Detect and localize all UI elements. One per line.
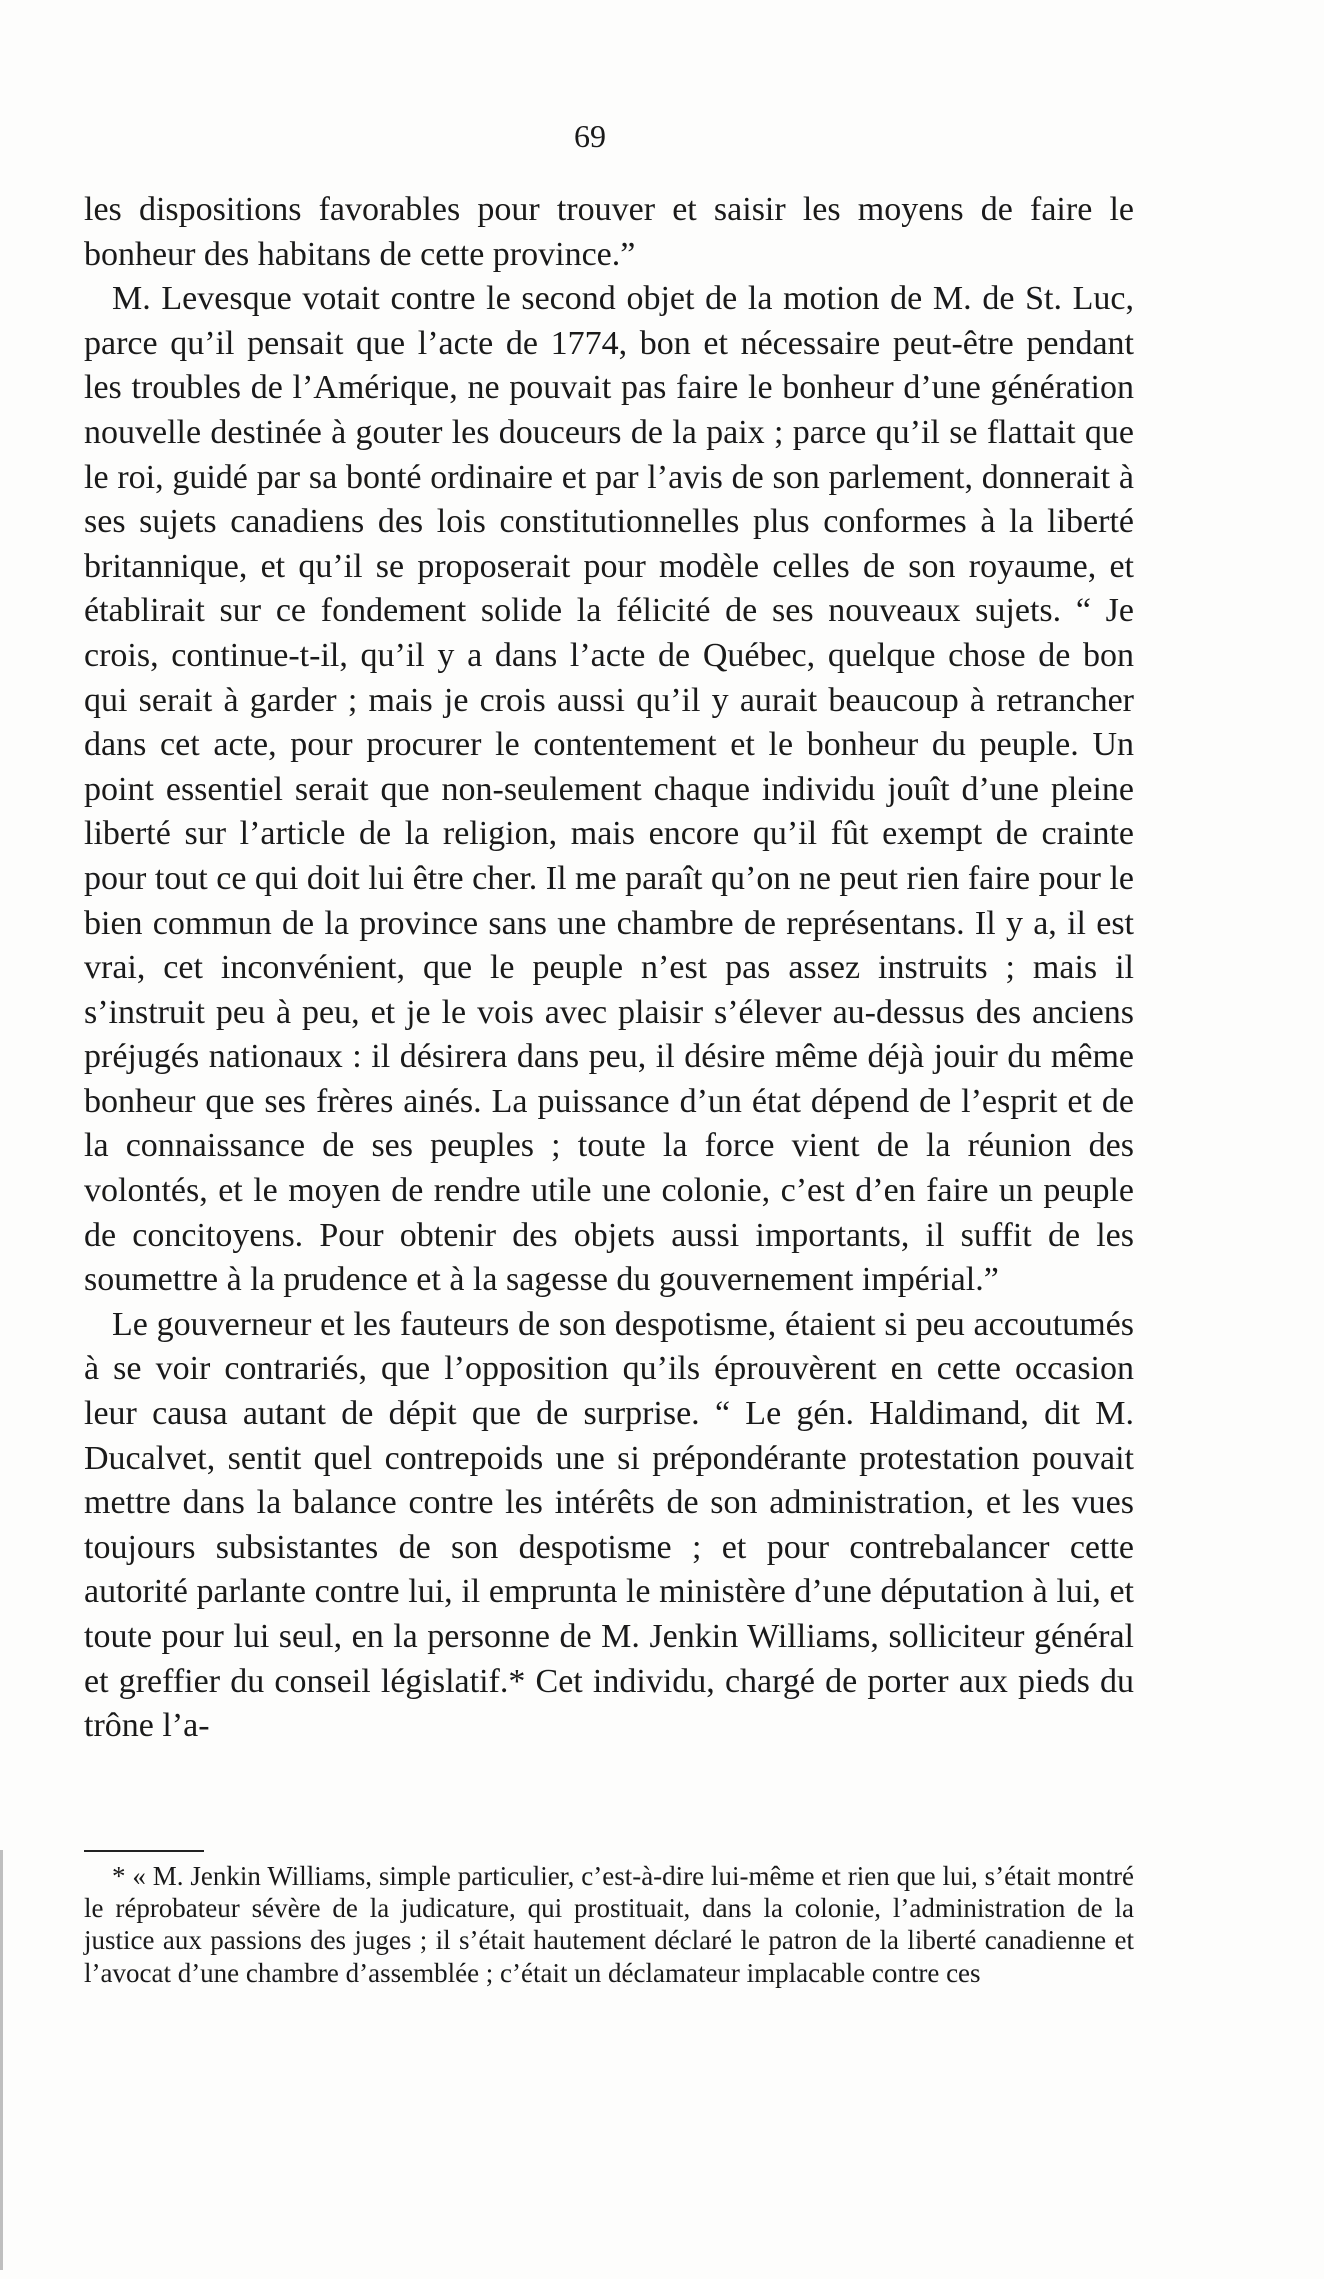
footnote-text: * « M. Jenkin Williams, simple particulier, c’est-à-dire lui-même et rien que lui, s’était montré le réprobateur sévère de la judicature, qui prostituait, dans la colonie, l’administration de la justice aux passions des juges ; il s’était hautement déclaré le patron de la liberté canadienne et l’avocat d’une chambre d’assemblée ; c’était un déclamateur implacable contre ces [84, 1861, 1134, 1988]
footnote [84, 1860, 1134, 1989]
paragraph: M. Levesque votait contre le second objet de la motion de M. de St. Luc, parce qu’il pensait que l’acte de 1774, bon et nécessaire peut-être pendant les troubles de l’Amérique, ne pouvait pas faire le bonheur d’une génération nouvelle destinée à gouter les douceurs de la paix ; parce qu’il se flattait que le roi, guidé par sa bonté ordinaire et par l’avis de son parlement, donnerait à ses sujets canadiens des lois constitutionnelles plus conformes à la liberté britannique, et qu’il se proposerait pour modèle celles de son royaume, et établirait sur ce fondement solide la félicité de ses nouveaux sujets. “ Je crois, continue-t-il, qu’il y a dans l’acte de Québec, quelque chose de bon qui serait à garder ; mais je crois aussi qu’il y aurait beaucoup à retrancher dans cet acte, pour procurer le contentement et le bonheur du peuple. Un point essentiel serait que non-seulement chaque individu jouît d’une pleine liberté sur l’article de la religion, mais encore qu’il fût exempt de crainte pour tout ce qui doit lui être cher. Il me paraît qu’on ne peut rien faire pour le bien commun de la province sans une chambre de représentans. Il y a, il est vrai, cet inconvénient, que le peuple n’est pas assez instruits ; mais il s’instruit peu à peu, et je le vois avec plaisir s’élever au-dessus des anciens préjugés nationaux : il désirera dans peu, il désire même déjà jouir du même bonheur que ses frères ainés. La puissance d’un état dépend de l’esprit et de la connaissance de ses peuples ; toute la force vient de la réunion des volontés, et le moyen de rendre utile une colonie, c’est d’en faire un peuple de concitoyens. Pour obtenir des objets aussi importants, il suffit de les soumettre à la prudence et à la sagesse du gouvernement impérial.” [84, 280, 1134, 1299]
page-edge-shadow [0, 1850, 3, 2270]
footnote-rule [84, 1850, 204, 1852]
page-number: 69 [574, 118, 606, 154]
paragraph: les dispositions favorables pour trouver et saisir les moyens de faire le bonheur des habitans de cette province.” [84, 191, 1134, 273]
body-text [84, 188, 1134, 1749]
paragraph: Le gouverneur et les fauteurs de son despotisme, étaient si peu accoutumés à se voir contrariés, que l’opposition qu’ils éprouvèrent en cette occasion leur causa autant de dépit que de surprise. “ Le gén. Haldimand, dit M. Ducalvet, sentit quel contrepoids une si prépondérante protestation pouvait mettre dans la balance contre les intérêts de son administration, et les vues toujours subsistantes de son despotisme ; et pour contrebalancer cette autorité parlante contre lui, il emprunta le ministère d’une députation à lui, et toute pour lui seul, en la personne de M. Jenkin Williams, solliciteur général et greffier du conseil législatif.* Cet individu, chargé de porter aux pieds du trône l’a- [84, 1305, 1134, 1745]
